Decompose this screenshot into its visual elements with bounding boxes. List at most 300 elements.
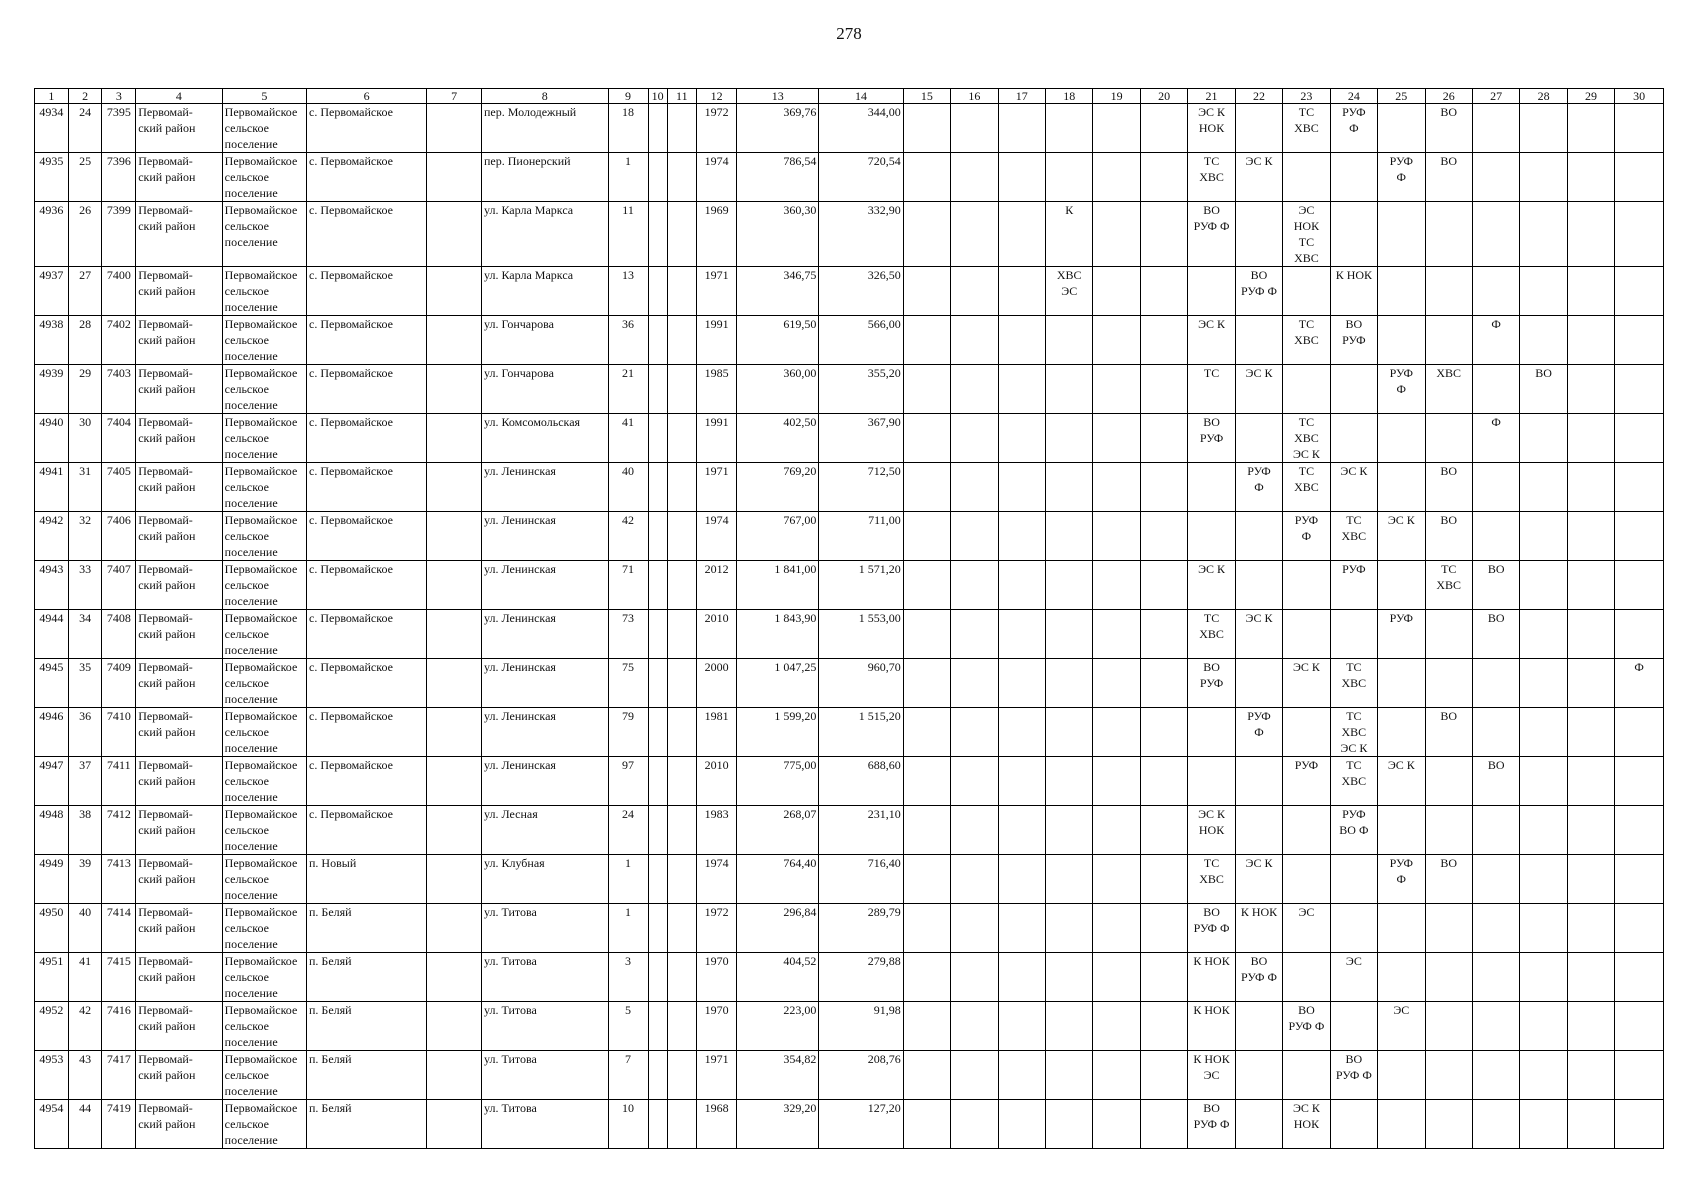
table-cell-col-28 — [1520, 855, 1567, 904]
table-cell-col-26: ХВС — [1425, 365, 1472, 414]
table-cell-col-3: 7408 — [102, 610, 136, 659]
table-cell-col-14: 332,90 — [819, 202, 903, 267]
table-cell-col-20 — [1140, 953, 1187, 1002]
table-cell-col-26: ВО — [1425, 512, 1472, 561]
table-cell-col-8: ул. Титова — [482, 1051, 609, 1100]
table-cell-col-27 — [1472, 267, 1519, 316]
table-cell-col-4: Первомай- ский район — [136, 1100, 222, 1149]
table-cell-col-26 — [1425, 904, 1472, 953]
table-cell-col-13: 329,20 — [737, 1100, 819, 1149]
table-cell-col-23: ЭС — [1283, 904, 1330, 953]
table-cell-col-14: 711,00 — [819, 512, 903, 561]
table-cell-col-11 — [667, 953, 697, 1002]
column-number-21: 21 — [1188, 89, 1235, 104]
table-cell-col-22 — [1235, 202, 1282, 267]
table-cell-col-2: 28 — [68, 316, 102, 365]
table-cell-col-22: ЭС К — [1235, 610, 1282, 659]
table-cell-col-4: Первомай- ский район — [136, 610, 222, 659]
table-cell-col-7 — [427, 365, 482, 414]
table-cell-col-17 — [998, 806, 1045, 855]
table-cell-col-26: ВО — [1425, 855, 1472, 904]
table-cell-col-3: 7417 — [102, 1051, 136, 1100]
table-cell-col-17 — [998, 153, 1045, 202]
table-cell-col-7 — [427, 1100, 482, 1149]
table-cell-col-8: пер. Молодежный — [482, 104, 609, 153]
table-cell-col-1: 4953 — [35, 1051, 69, 1100]
column-number-26: 26 — [1425, 89, 1472, 104]
table-cell-col-30 — [1615, 953, 1664, 1002]
table-cell-col-10 — [648, 708, 667, 757]
table-cell-col-17 — [998, 1002, 1045, 1051]
column-number-14: 14 — [819, 89, 903, 104]
table-cell-col-23 — [1283, 708, 1330, 757]
column-number-15: 15 — [903, 89, 950, 104]
table-cell-col-20 — [1140, 1002, 1187, 1051]
column-number-1: 1 — [35, 89, 69, 104]
table-cell-col-16 — [951, 365, 998, 414]
column-number-18: 18 — [1046, 89, 1093, 104]
table-cell-col-26: ВО — [1425, 153, 1472, 202]
table-cell-col-10 — [648, 953, 667, 1002]
table-cell-col-22: ЭС К — [1235, 365, 1282, 414]
table-cell-col-2: 30 — [68, 414, 102, 463]
table-cell-col-12: 1974 — [697, 855, 737, 904]
table-cell-col-7 — [427, 1051, 482, 1100]
table-cell-col-7 — [427, 855, 482, 904]
table-cell-col-4: Первомай- ский район — [136, 659, 222, 708]
table-cell-col-18: ХВС ЭС — [1046, 267, 1093, 316]
table-cell-col-21: ЭС К — [1188, 561, 1235, 610]
table-cell-col-21 — [1188, 757, 1235, 806]
table-cell-col-30 — [1615, 1100, 1664, 1149]
table-cell-col-28 — [1520, 757, 1567, 806]
table-cell-col-3: 7416 — [102, 1002, 136, 1051]
table-cell-col-28 — [1520, 414, 1567, 463]
table-cell-col-30: Ф — [1615, 659, 1664, 708]
table-cell-col-22 — [1235, 1002, 1282, 1051]
table-cell-col-23: ТС ХВС — [1283, 316, 1330, 365]
table-cell-col-12: 1981 — [697, 708, 737, 757]
table-row — [35, 561, 1664, 610]
table-cell-col-19 — [1093, 202, 1140, 267]
table-cell-col-29 — [1567, 153, 1614, 202]
table-cell-col-25 — [1378, 414, 1425, 463]
table-cell-col-1: 4948 — [35, 806, 69, 855]
table-cell-col-17 — [998, 414, 1045, 463]
table-cell-col-12: 1971 — [697, 267, 737, 316]
table-cell-col-29 — [1567, 610, 1614, 659]
table-cell-col-17 — [998, 610, 1045, 659]
column-number-29: 29 — [1567, 89, 1614, 104]
table-cell-col-21 — [1188, 267, 1235, 316]
table-cell-col-28 — [1520, 267, 1567, 316]
table-cell-col-29 — [1567, 1002, 1614, 1051]
table-cell-col-15 — [903, 610, 950, 659]
table-cell-col-4: Первомай- ский район — [136, 757, 222, 806]
table-cell-col-26: ВО — [1425, 708, 1472, 757]
table-cell-col-21: ВО РУФ — [1188, 659, 1235, 708]
table-cell-col-28: ВО — [1520, 365, 1567, 414]
table-cell-col-23: РУФ Ф — [1283, 512, 1330, 561]
table-cell-col-19 — [1093, 757, 1140, 806]
table-cell-col-7 — [427, 202, 482, 267]
table-cell-col-1: 4939 — [35, 365, 69, 414]
table-cell-col-29 — [1567, 757, 1614, 806]
table-cell-col-12: 1970 — [697, 953, 737, 1002]
table-cell-col-1: 4940 — [35, 414, 69, 463]
table-cell-col-8: ул. Ленинская — [482, 708, 609, 757]
table-cell-col-9: 13 — [608, 267, 648, 316]
table-cell-col-1: 4947 — [35, 757, 69, 806]
column-number-2: 2 — [68, 89, 102, 104]
table-cell-col-21: ВО РУФ Ф — [1188, 202, 1235, 267]
table-cell-col-10 — [648, 414, 667, 463]
table-cell-col-2: 25 — [68, 153, 102, 202]
table-cell-col-22 — [1235, 104, 1282, 153]
table-cell-col-21: ЭС К НОК — [1188, 806, 1235, 855]
table-cell-col-12: 2012 — [697, 561, 737, 610]
table-cell-col-2: 36 — [68, 708, 102, 757]
table-cell-col-28 — [1520, 1002, 1567, 1051]
table-cell-col-5: Первомайское сельское поселение — [222, 512, 306, 561]
table-cell-col-15 — [903, 512, 950, 561]
table-cell-col-19 — [1093, 610, 1140, 659]
table-cell-col-21 — [1188, 512, 1235, 561]
table-cell-col-23: ЭС НОК ТС ХВС — [1283, 202, 1330, 267]
table-cell-col-27 — [1472, 104, 1519, 153]
table-cell-col-1: 4952 — [35, 1002, 69, 1051]
table-cell-col-28 — [1520, 953, 1567, 1002]
column-number-4: 4 — [136, 89, 222, 104]
table-cell-col-14: 127,20 — [819, 1100, 903, 1149]
table-cell-col-27 — [1472, 202, 1519, 267]
table-cell-col-2: 39 — [68, 855, 102, 904]
table-cell-col-15 — [903, 414, 950, 463]
table-cell-col-4: Первомай- ский район — [136, 365, 222, 414]
table-cell-col-3: 7413 — [102, 855, 136, 904]
table-cell-col-9: 41 — [608, 414, 648, 463]
table-cell-col-20 — [1140, 806, 1187, 855]
table-cell-col-27: ВО — [1472, 610, 1519, 659]
table-cell-col-10 — [648, 610, 667, 659]
table-cell-col-28 — [1520, 463, 1567, 512]
table-cell-col-30 — [1615, 708, 1664, 757]
table-cell-col-26 — [1425, 414, 1472, 463]
table-cell-col-18 — [1046, 365, 1093, 414]
table-cell-col-22 — [1235, 659, 1282, 708]
table-cell-col-22: ВО РУФ Ф — [1235, 953, 1282, 1002]
table-cell-col-16 — [951, 512, 998, 561]
page-number: 278 — [836, 24, 862, 43]
table-cell-col-5: Первомайское сельское поселение — [222, 463, 306, 512]
table-cell-col-1: 4949 — [35, 855, 69, 904]
table-cell-col-13: 360,00 — [737, 365, 819, 414]
table-cell-col-16 — [951, 561, 998, 610]
column-number-19: 19 — [1093, 89, 1140, 104]
table-cell-col-29 — [1567, 202, 1614, 267]
table-cell-col-20 — [1140, 1051, 1187, 1100]
table-cell-col-20 — [1140, 414, 1187, 463]
table-cell-col-15 — [903, 806, 950, 855]
table-cell-col-7 — [427, 561, 482, 610]
table-cell-col-4: Первомай- ский район — [136, 463, 222, 512]
table-cell-col-13: 767,00 — [737, 512, 819, 561]
table-cell-col-5: Первомайское сельское поселение — [222, 708, 306, 757]
table-cell-col-16 — [951, 610, 998, 659]
table-cell-col-10 — [648, 757, 667, 806]
table-cell-col-12: 1972 — [697, 104, 737, 153]
table-cell-col-28 — [1520, 512, 1567, 561]
table-cell-col-3: 7396 — [102, 153, 136, 202]
table-cell-col-15 — [903, 202, 950, 267]
table-cell-col-7 — [427, 659, 482, 708]
table-cell-col-27: Ф — [1472, 414, 1519, 463]
table-cell-col-14: 91,98 — [819, 1002, 903, 1051]
table-cell-col-6: с. Первомайское — [307, 202, 427, 267]
table-cell-col-29 — [1567, 414, 1614, 463]
table-cell-col-26 — [1425, 610, 1472, 659]
table-cell-col-14: 326,50 — [819, 267, 903, 316]
table-cell-col-17 — [998, 267, 1045, 316]
table-cell-col-21 — [1188, 708, 1235, 757]
table-cell-col-1: 4951 — [35, 953, 69, 1002]
table-cell-col-16 — [951, 202, 998, 267]
table-cell-col-2: 38 — [68, 806, 102, 855]
table-cell-col-25: РУФ — [1378, 610, 1425, 659]
table-cell-col-13: 786,54 — [737, 153, 819, 202]
table-cell-col-1: 4937 — [35, 267, 69, 316]
table-cell-col-8: ул. Клубная — [482, 855, 609, 904]
table-cell-col-24: ЭС — [1330, 953, 1377, 1002]
table-cell-col-16 — [951, 708, 998, 757]
table-cell-col-17 — [998, 561, 1045, 610]
table-cell-col-6: с. Первомайское — [307, 267, 427, 316]
table-cell-col-16 — [951, 855, 998, 904]
table-row — [35, 512, 1664, 561]
table-cell-col-20 — [1140, 104, 1187, 153]
table-cell-col-1: 4938 — [35, 316, 69, 365]
table-cell-col-6: п. Новый — [307, 855, 427, 904]
table-cell-col-24: РУФ Ф — [1330, 104, 1377, 153]
table-cell-col-21: К НОК — [1188, 1002, 1235, 1051]
table-row — [35, 708, 1664, 757]
table-row — [35, 659, 1664, 708]
table-cell-col-2: 32 — [68, 512, 102, 561]
table-cell-col-29 — [1567, 267, 1614, 316]
table-cell-col-6: с. Первомайское — [307, 153, 427, 202]
table-cell-col-29 — [1567, 953, 1614, 1002]
table-cell-col-2: 35 — [68, 659, 102, 708]
table-cell-col-12: 1985 — [697, 365, 737, 414]
table-cell-col-25 — [1378, 202, 1425, 267]
table-cell-col-19 — [1093, 104, 1140, 153]
table-cell-col-17 — [998, 512, 1045, 561]
table-cell-col-11 — [667, 267, 697, 316]
column-number-10: 10 — [648, 89, 667, 104]
table-cell-col-21: ТС ХВС — [1188, 153, 1235, 202]
table-cell-col-5: Первомайское сельское поселение — [222, 365, 306, 414]
table-cell-col-21: ТС — [1188, 365, 1235, 414]
table-cell-col-27 — [1472, 1100, 1519, 1149]
table-cell-col-29 — [1567, 316, 1614, 365]
table-cell-col-24: ТС ХВС — [1330, 757, 1377, 806]
table-cell-col-3: 7395 — [102, 104, 136, 153]
table-cell-col-6: с. Первомайское — [307, 561, 427, 610]
table-cell-col-19 — [1093, 806, 1140, 855]
table-cell-col-18 — [1046, 104, 1093, 153]
table-cell-col-6: с. Первомайское — [307, 708, 427, 757]
table-cell-col-30 — [1615, 414, 1664, 463]
table-cell-col-24 — [1330, 855, 1377, 904]
table-cell-col-27 — [1472, 904, 1519, 953]
table-cell-col-30 — [1615, 1051, 1664, 1100]
table-row — [35, 104, 1664, 153]
table-cell-col-9: 3 — [608, 953, 648, 1002]
table-cell-col-6: п. Беляй — [307, 904, 427, 953]
table-cell-col-10 — [648, 463, 667, 512]
column-number-9: 9 — [608, 89, 648, 104]
table-cell-col-30 — [1615, 267, 1664, 316]
table-cell-col-21: ВО РУФ Ф — [1188, 1100, 1235, 1149]
table-cell-col-22: РУФ Ф — [1235, 708, 1282, 757]
table-cell-col-9: 7 — [608, 1051, 648, 1100]
table-cell-col-21: ЭС К — [1188, 316, 1235, 365]
column-number-20: 20 — [1140, 89, 1187, 104]
table-cell-col-16 — [951, 806, 998, 855]
table-cell-col-28 — [1520, 316, 1567, 365]
table-cell-col-12: 1968 — [697, 1100, 737, 1149]
table-cell-col-14: 960,70 — [819, 659, 903, 708]
table-cell-col-5: Первомайское сельское поселение — [222, 1100, 306, 1149]
column-number-17: 17 — [998, 89, 1045, 104]
table-cell-col-28 — [1520, 904, 1567, 953]
table-cell-col-22: ЭС К — [1235, 153, 1282, 202]
table-cell-col-30 — [1615, 512, 1664, 561]
table-cell-col-11 — [667, 806, 697, 855]
table-cell-col-25 — [1378, 316, 1425, 365]
table-cell-col-27 — [1472, 855, 1519, 904]
table-cell-col-28 — [1520, 561, 1567, 610]
table-cell-col-4: Первомай- ский район — [136, 1051, 222, 1100]
table-cell-col-11 — [667, 708, 697, 757]
table-cell-col-3: 7407 — [102, 561, 136, 610]
table-cell-col-24: ТС ХВС — [1330, 512, 1377, 561]
table-cell-col-9: 79 — [608, 708, 648, 757]
table-row — [35, 855, 1664, 904]
table-cell-col-16 — [951, 104, 998, 153]
table-cell-col-24: ВО РУФ Ф — [1330, 1051, 1377, 1100]
table-cell-col-22 — [1235, 1100, 1282, 1149]
table-cell-col-13: 354,82 — [737, 1051, 819, 1100]
table-cell-col-16 — [951, 316, 998, 365]
table-cell-col-17 — [998, 463, 1045, 512]
table-cell-col-18 — [1046, 414, 1093, 463]
table-cell-col-12: 1974 — [697, 512, 737, 561]
table-cell-col-26: ТС ХВС — [1425, 561, 1472, 610]
table-cell-col-6: п. Беляй — [307, 1100, 427, 1149]
table-cell-col-30 — [1615, 757, 1664, 806]
table-cell-col-27 — [1472, 1002, 1519, 1051]
table-cell-col-8: пер. Пионерский — [482, 153, 609, 202]
table-cell-col-20 — [1140, 610, 1187, 659]
table-cell-col-20 — [1140, 561, 1187, 610]
table-cell-col-12: 1969 — [697, 202, 737, 267]
table-cell-col-13: 360,30 — [737, 202, 819, 267]
table-cell-col-2: 27 — [68, 267, 102, 316]
table-cell-col-15 — [903, 953, 950, 1002]
table-cell-col-8: ул. Лесная — [482, 806, 609, 855]
table-cell-col-14: 716,40 — [819, 855, 903, 904]
table-cell-col-28 — [1520, 202, 1567, 267]
table-cell-col-29 — [1567, 904, 1614, 953]
table-cell-col-9: 71 — [608, 561, 648, 610]
table-cell-col-4: Первомай- ский район — [136, 855, 222, 904]
housing-register-table — [34, 88, 1664, 1149]
table-cell-col-16 — [951, 757, 998, 806]
table-cell-col-3: 7399 — [102, 202, 136, 267]
column-number-24: 24 — [1330, 89, 1377, 104]
table-cell-col-12: 2000 — [697, 659, 737, 708]
column-number-16: 16 — [951, 89, 998, 104]
table-cell-col-12: 2010 — [697, 610, 737, 659]
table-cell-col-25: РУФ Ф — [1378, 365, 1425, 414]
table-cell-col-6: с. Первомайское — [307, 806, 427, 855]
table-cell-col-19 — [1093, 1002, 1140, 1051]
table-cell-col-1: 4944 — [35, 610, 69, 659]
table-cell-col-20 — [1140, 855, 1187, 904]
table-cell-col-29 — [1567, 463, 1614, 512]
table-cell-col-25 — [1378, 1051, 1425, 1100]
table-cell-col-4: Первомай- ский район — [136, 104, 222, 153]
table-cell-col-8: ул. Ленинская — [482, 610, 609, 659]
table-cell-col-23 — [1283, 610, 1330, 659]
table-cell-col-4: Первомай- ский район — [136, 153, 222, 202]
table-cell-col-14: 1 571,20 — [819, 561, 903, 610]
table-cell-col-15 — [903, 659, 950, 708]
table-cell-col-30 — [1615, 463, 1664, 512]
table-cell-col-23: ТС ХВС — [1283, 104, 1330, 153]
table-cell-col-3: 7406 — [102, 512, 136, 561]
table-cell-col-14: 344,00 — [819, 104, 903, 153]
table-cell-col-6: с. Первомайское — [307, 757, 427, 806]
table-cell-col-23 — [1283, 806, 1330, 855]
table-cell-col-29 — [1567, 1100, 1614, 1149]
table-cell-col-21: ВО РУФ Ф — [1188, 904, 1235, 953]
table-cell-col-15 — [903, 104, 950, 153]
table-cell-col-30 — [1615, 904, 1664, 953]
table-cell-col-21: ВО РУФ — [1188, 414, 1235, 463]
table-cell-col-16 — [951, 414, 998, 463]
table-cell-col-25 — [1378, 708, 1425, 757]
table-cell-col-15 — [903, 1100, 950, 1149]
table-cell-col-18 — [1046, 316, 1093, 365]
table-cell-col-11 — [667, 1002, 697, 1051]
table-cell-col-16 — [951, 1002, 998, 1051]
table-cell-col-5: Первомайское сельское поселение — [222, 1002, 306, 1051]
table-cell-col-23 — [1283, 153, 1330, 202]
table-cell-col-26 — [1425, 267, 1472, 316]
table-cell-col-25: РУФ Ф — [1378, 855, 1425, 904]
table-cell-col-22 — [1235, 806, 1282, 855]
table-cell-col-26 — [1425, 1100, 1472, 1149]
column-number-row — [35, 89, 1664, 104]
column-number-7: 7 — [427, 89, 482, 104]
table-cell-col-10 — [648, 806, 667, 855]
table-cell-col-21: ТС ХВС — [1188, 855, 1235, 904]
table-cell-col-24: К НОК — [1330, 267, 1377, 316]
table-cell-col-23: ТС ХВС ЭС К — [1283, 414, 1330, 463]
column-number-6: 6 — [307, 89, 427, 104]
